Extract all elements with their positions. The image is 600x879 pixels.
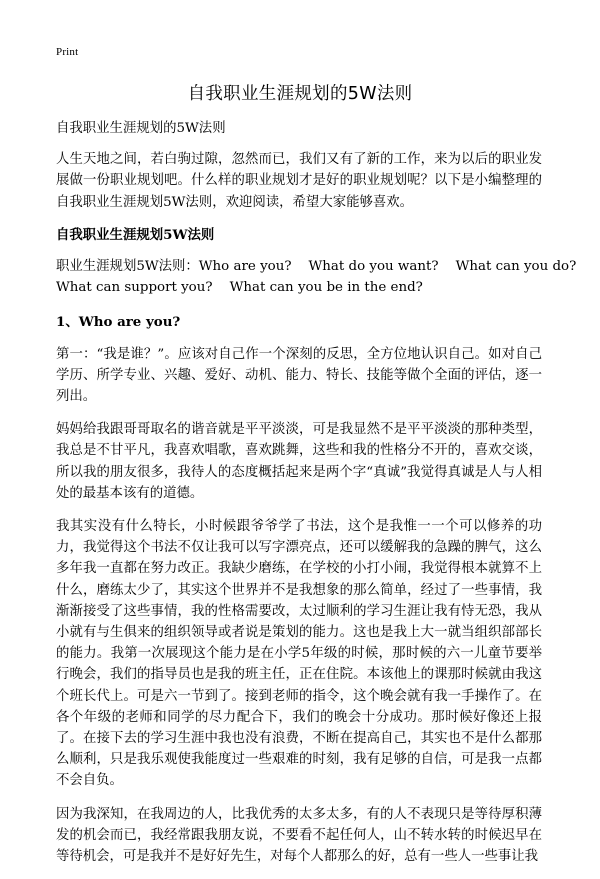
point-1-paragraph-3: 我其实没有什么特长，小时候跟爷爷学了书法，这个是我惟一一个可以修养的功力，我觉得这个书法不仅让我可以写字漂亮点，还可以缓解我的急躁的脾气，这么多年我一直都在努力改正。我缺少磨练，在学校的小打小闹，我觉得根本就算不上什么，磨练太少了，其实这个世界并不是我想象的那么简单，经过了一些事情，我渐渐接受了这些事情，我的性格需要改，太过顺利的学习生涯让我有恃无恐，我从小就有与生俱来的组织领导或者说是策划的能力。这也是我上大一就当组织部部长的能力。我第一次展现这个能力是在小学5年级的时候，那时候的六一儿童节要举行晚会，我们的指导员也是我的班主任，正在住院。本该他上的课那时候就由我这个班长代上。可是六一节到了。接到老师的指令，这个晚会就有我一手操作了。在各个年级的老师和同学的尽力配合下，我们的晚会十分成功。那时候好像还上报了。在接下去的学习生涯中我也没有浪费，不断在提高自己，其实也不是什么都那么顺利，只是我乐观使我能度过一些艰难的时刻，我有足够的自信，可是我一点都不会自负。: [56, 519, 542, 789]
document-title: 自我职业生涯规划的5W法则: [187, 84, 413, 104]
five-w-questions: [56, 256, 577, 298]
document-body: [56, 118, 577, 879]
questions-line-1: 职业生涯规划5W法则：Who are you? What do you want? What can you do?: [56, 259, 577, 275]
intro-paragraph: 人生天地之间，若白驹过隙，忽然而已，我们又有了新的工作，来为以后的职业发展做一份职业规划吧。什么样的职业规划才是好的职业规划呢？以下是小编整理的自我职业生涯规划5W法则，欢迎阅读，希望大家能够喜欢。: [56, 152, 542, 210]
section-heading: 自我职业生涯规划5W法则: [56, 226, 215, 243]
point-1-heading: 1、Who are you?: [56, 314, 181, 331]
point-1-paragraph-4: 因为我深知，在我周边的人，比我优秀的太多太多，有的人不表现只是等待厚积薄发的机会而已，我经常跟我朋友说，不要看不起任何人，山不转水转的时候迟早在等待机会，可是我并不是好好先生，对每个人都那么的好，总有一些人一些事让我: [56, 806, 542, 865]
document-subtitle: 自我职业生涯规划的5W法则: [56, 121, 226, 136]
point-1-paragraph-2: 妈妈给我跟哥哥取名的谐音就是平平淡淡，可是我显然不是平平淡淡的那种类型，我总是不甘平凡，我喜欢唱歌，喜欢跳舞，这些和我的性格分不开的，喜欢交谈，所以我的朋友很多，我待人的态度概括起来是两个字“真诚”我觉得真诚是人与人相处的最基本该有的道德。: [56, 422, 542, 501]
print-label: Print: [56, 46, 79, 58]
questions-line-2: What can support you? What can you be in the end?: [56, 280, 423, 296]
point-1-paragraph-1: 第一：“我是谁？”。应该对自己作一个深刻的反思，全方位地认识自己。如对自己学历、所学专业、兴趣、爱好、动机、能力、特长、技能等做个全面的评估，逐一列出。: [56, 346, 542, 405]
